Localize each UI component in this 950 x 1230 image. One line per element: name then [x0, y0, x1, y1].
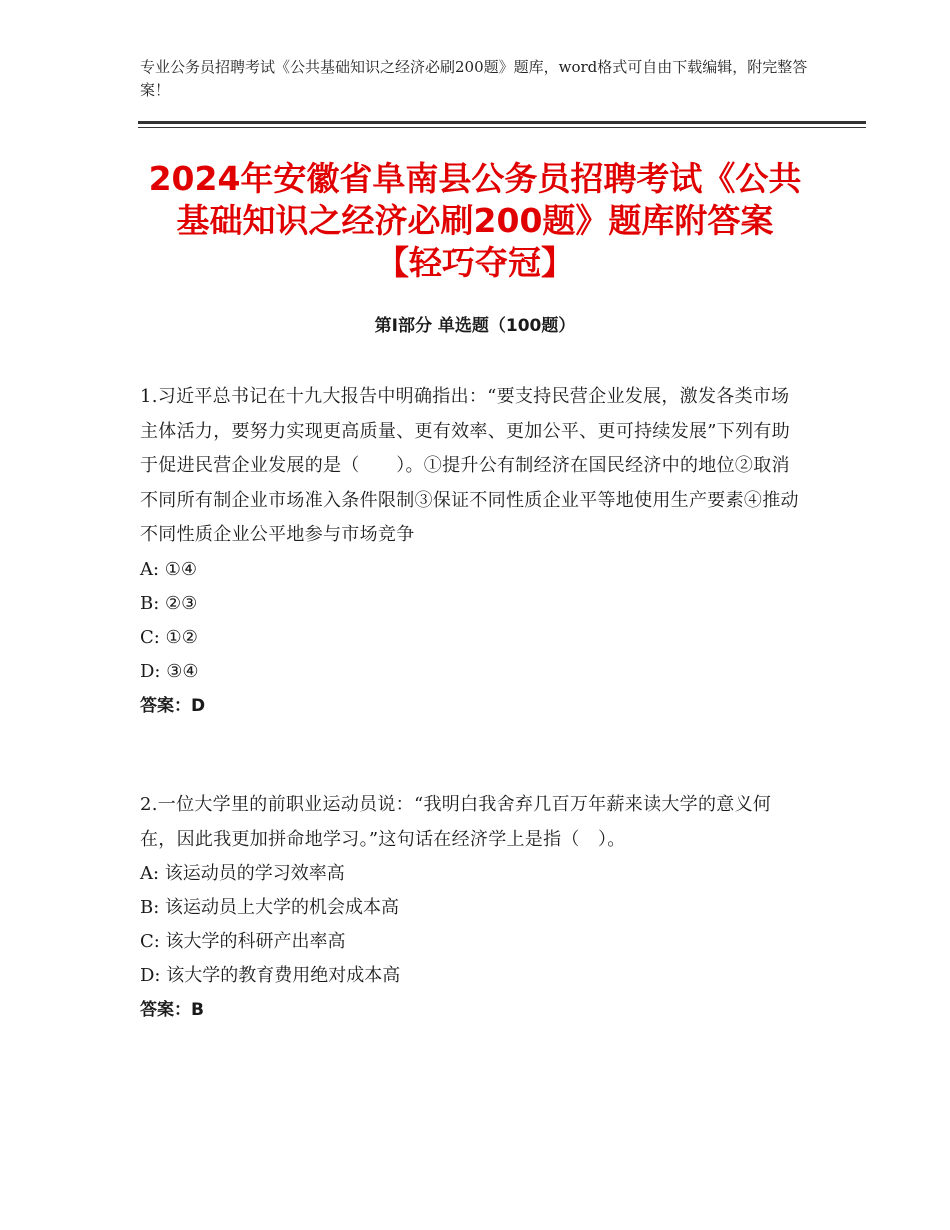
- answer: 答案：B: [140, 1000, 204, 1020]
- section-heading: 第Ⅰ部分 单选题（100题）: [374, 316, 576, 336]
- option-a: A: 该运动员的学习效率高: [140, 863, 345, 884]
- option-d: D: 该大学的教育费用绝对成本高: [140, 965, 401, 986]
- title-line-3: 【轻巧夺冠】: [376, 243, 574, 282]
- question-2: [140, 788, 800, 1027]
- header-divider-thick: [138, 121, 866, 124]
- answer: 答案：D: [140, 695, 206, 716]
- option-c: C: ①②: [140, 626, 198, 648]
- document-title: [120, 158, 830, 284]
- option-b: B: 该运动员上大学的机会成本高: [140, 897, 400, 918]
- option-b: B: ②③: [140, 592, 198, 614]
- option-c: C: 该大学的科研产出率高: [140, 931, 346, 952]
- question-stem: 2.一位大学里的前职业运动员说：“我明白我舍弃几百万年薪来读大学的意义何在，因此我更加拼命地学习。”这句话在经济学上是指（ ）。: [140, 794, 772, 850]
- option-d: D: ③④: [140, 660, 199, 682]
- header-note: 专业公务员招聘考试《公共基础知识之经济必刷200题》题库，word格式可自由下载编辑，附完整答案！: [140, 58, 808, 99]
- header-divider-thin: [138, 127, 866, 128]
- question-1: [140, 380, 800, 723]
- title-line-1: 2024年安徽省阜南县公务员招聘考试《公共: [148, 159, 802, 198]
- option-a: A: ①④: [140, 558, 198, 580]
- title-line-2: 基础知识之经济必刷200题》题库附答案: [176, 201, 774, 240]
- question-stem: 1.习近平总书记在十九大报告中明确指出：“要支持民营企业发展，激发各类市场主体活力，要努力实现更高质量、更有效率、更加公平、更可持续发展”下列有助于促进民营企业发展的是（ ）。①提升公有制经济在国民经济中的地位②取消不同所有制企业市场准入条件限制③保证不同性质企业平等地使用生产要素④推动不同性质企业公平地参与市场竞争: [140, 386, 799, 545]
